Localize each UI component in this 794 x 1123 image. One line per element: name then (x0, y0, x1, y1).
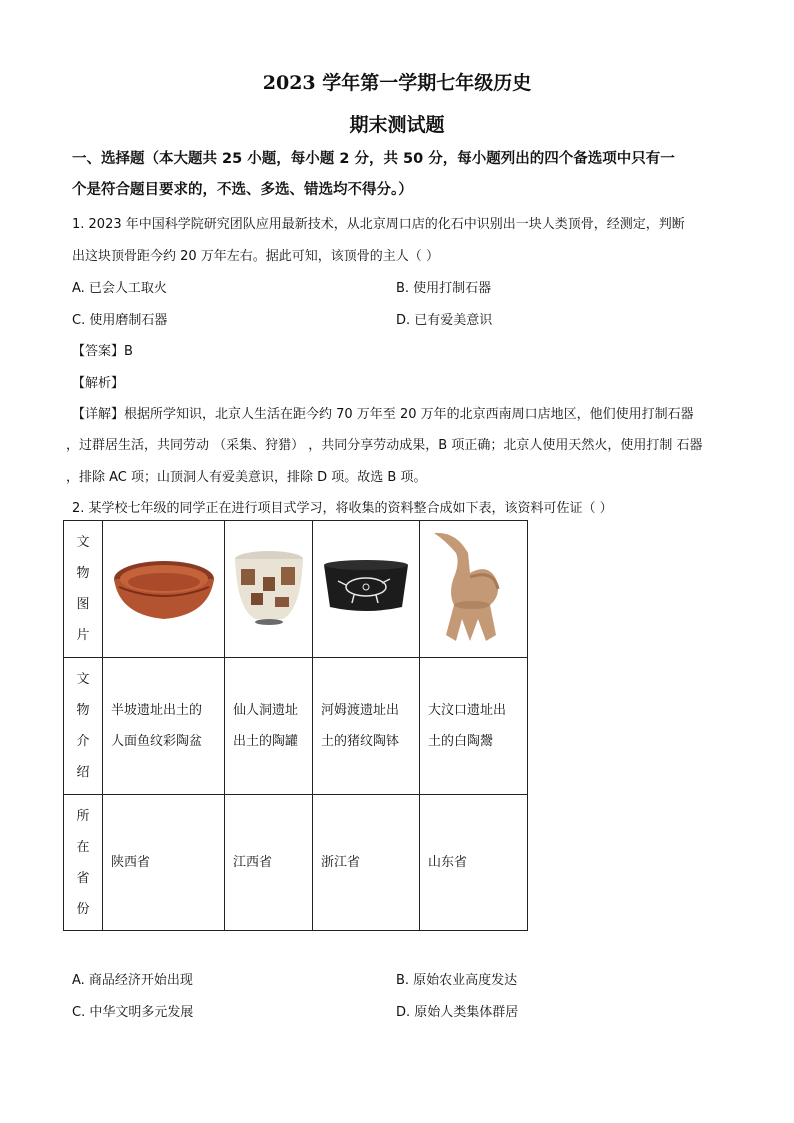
section-heading-line-2: 个是符合题目要求的，不选、多选、错选均不得分。） (72, 182, 413, 198)
q1-stem-line-1: 1. 2023 年中国科学院研究团队应用最新技术，从北京周口店的化石中识别出一块人类顶骨，经测定，判断 (72, 217, 685, 232)
section-heading (72, 144, 722, 206)
row-header-intro (64, 658, 103, 795)
row-header-char: 物 (76, 703, 90, 718)
q1-answer: 【答案】B (72, 344, 133, 359)
row-header-char: 省 (76, 870, 90, 886)
q2-stem: 2. 某学校七年级的同学正在进行项目式学习，将收集的资料整合成如下表，该资料可佐证（ ） (72, 501, 613, 516)
relic-province-cell: 陕西省 (103, 795, 225, 931)
row-header-char: 片 (76, 628, 90, 643)
row-header-char: 文 (76, 535, 90, 550)
row-header-char: 文 (76, 672, 90, 687)
relic-intro-line: 土的白陶鬶 (428, 734, 494, 749)
q2-option-a: A. 商品经济开始出现 (72, 973, 193, 988)
exam-subtitle: 期末测试题 (349, 114, 445, 136)
pig-pattern-bowl-image (320, 547, 412, 627)
row-header-char: 在 (76, 839, 90, 855)
q1-option-c: C. 使用磨制石器 (72, 313, 168, 328)
relic-image-cell (313, 521, 420, 658)
relic-intro-cell (313, 658, 420, 795)
relic-intro-line: 半坡遗址出土的 (111, 703, 203, 718)
q1-option-b: B. 使用打制石器 (396, 281, 492, 296)
relic-image-cell (420, 521, 528, 658)
row-header-char: 份 (76, 901, 90, 917)
relic-intro-cell (225, 658, 313, 795)
relic-intro-line: 仙人洞遗址 (233, 703, 299, 718)
q2-option-d: D. 原始人类集体群居 (396, 1005, 519, 1020)
row-header-province (64, 795, 103, 931)
row-header-char: 介 (76, 734, 90, 749)
relic-intro-line: 大汶口遗址出 (428, 703, 507, 718)
q1-option-a: A. 已会人工取火 (72, 281, 167, 296)
relic-province-cell: 山东省 (420, 795, 528, 931)
q1-option-d: D. 已有爱美意识 (396, 313, 493, 328)
table-row-images (64, 521, 528, 658)
q1-detail-line-1: 【详解】根据所学知识，北京人生活在距今约 70 万年至 20 万年的北京西南周口店地区，他们使用打制石器 (72, 407, 694, 422)
row-header-char: 所 (76, 808, 90, 824)
exam-title: 2023 学年第一学期七年级历史 (262, 72, 532, 94)
q1-analysis-label: 【解析】 (72, 376, 125, 391)
relic-intro-cell (420, 658, 528, 795)
q1-stem-line-2: 出这块顶骨距今约 20 万年左右。据此可知，该顶骨的主人（ ） (72, 249, 439, 264)
table-row-province (64, 795, 528, 931)
row-header-char: 物 (76, 566, 90, 581)
row-header-char: 图 (76, 597, 90, 612)
row-header-char: 绍 (76, 765, 90, 780)
q1-detail-line-3: ，排除 AC 项；山顶洞人有爱美意识，排除 D 项。故选 B 项。 (66, 470, 427, 485)
relic-intro-line: 出土的陶罐 (233, 734, 299, 749)
relics-table (63, 520, 528, 931)
q1-detail-line-2: ，过群居生活，共同劳动 （采集、狩猎） ，共同分享劳动成果，B 项正确；北京人使用天然火，使用打制 石器 (66, 438, 703, 453)
relic-intro-line: 土的猪纹陶钵 (321, 734, 400, 749)
relic-province-cell: 江西省 (225, 795, 313, 931)
table-row-intro (64, 658, 528, 795)
relic-province-cell: 浙江省 (313, 795, 420, 931)
painted-pottery-basin-image (109, 547, 219, 627)
relic-intro-cell (103, 658, 225, 795)
relic-intro-line: 河姆渡遗址出 (321, 703, 400, 718)
relic-image-cell (103, 521, 225, 658)
row-header-images (64, 521, 103, 658)
q2-option-c: C. 中华文明多元发展 (72, 1005, 194, 1020)
pottery-jar-image (231, 547, 307, 627)
relic-intro-line: 人面鱼纹彩陶盆 (111, 734, 203, 749)
white-pottery-gui-image (426, 523, 522, 651)
relic-image-cell (225, 521, 313, 658)
section-heading-line-1: 一、选择题（本大题共 25 小题，每小题 2 分，共 50 分，每小题列出的四个备选项中只有一 (72, 151, 675, 167)
q2-option-b: B. 原始农业高度发达 (396, 973, 518, 988)
